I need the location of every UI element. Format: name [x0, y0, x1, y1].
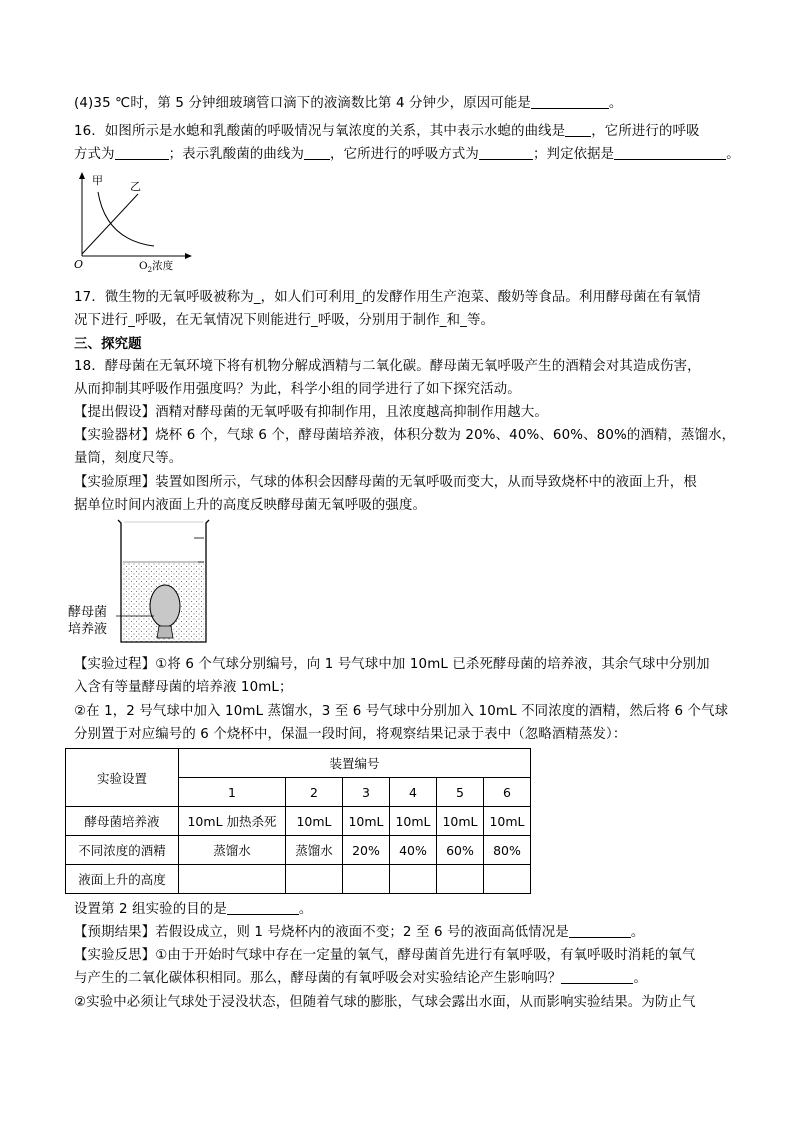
- table-cell: 蒸馏水: [179, 836, 286, 865]
- materials-line2: 量筒，刻度尺等。: [74, 451, 183, 466]
- q18-line1: 18．酵母菌在无氧环境下将有机物分解成酒精与二氧化碳。酵母菌无氧呼吸产生的酒精会对其造成伤害，: [74, 359, 701, 374]
- hypothesis: 【提出假设】酒精对酵母菌的无氧呼吸有抑制作用，且浓度越高抑制作用越大。: [74, 405, 548, 420]
- table-cell: 10mL: [390, 807, 437, 836]
- materials-line1: 【实验器材】烧杯 6 个，气球 6 个，酵母菌培养液，体积分数为 20%、40%、60%、80%的酒精，蒸馏水，: [74, 428, 736, 443]
- label-yeast: 酵母菌: [68, 605, 108, 620]
- device-number: 4: [390, 778, 437, 807]
- device-number: 5: [437, 778, 484, 807]
- row-label: 酵母菌培养液: [66, 807, 179, 836]
- purpose-line: 设置第 2 组实验的目的是 。: [74, 902, 313, 917]
- table-cell: 10mL: [343, 807, 390, 836]
- expected-line: 【预期结果】若假设成立，则 1 号烧杯内的液面不变；2 至 6 号的液面高低情况是 。: [74, 925, 645, 940]
- q17-line2: 况下进行_呼吸，在无氧情况下则能进行_呼吸，分别用于制作_和_等。: [74, 313, 495, 328]
- table-cell: 蒸馏水: [286, 836, 343, 865]
- answer-blank[interactable]: [565, 123, 591, 137]
- answer-cell[interactable]: [343, 865, 390, 894]
- answer-cell[interactable]: [437, 865, 484, 894]
- table-cell: 10mL: [437, 807, 484, 836]
- answer-blank[interactable]: [561, 970, 633, 984]
- table-row: [66, 865, 531, 894]
- answer-cell[interactable]: [179, 865, 286, 894]
- respiration-graph: [72, 170, 202, 275]
- reflection-line3: ②实验中必须让气球处于浸没状态，但随着气球的膨胀，气球会露出水面，从而影响实验结果。为防止气: [74, 995, 696, 1010]
- procedure-line1: 【实验过程】①将 6 个气球分别编号，向 1 号气球中加 10mL 已杀死酵母菌的培养液，其余气球中分别加: [74, 657, 710, 672]
- table-row: [66, 836, 531, 865]
- beaker-figure: [68, 518, 218, 646]
- answer-blank[interactable]: [304, 146, 330, 160]
- q16-line2: 方式为 ；表示乳酸菌的曲线为 ，它所进行的呼吸方式为 ；判定依据是 。: [74, 147, 740, 162]
- balloon: [150, 585, 180, 627]
- device-number: 1: [179, 778, 286, 807]
- row-label: 液面上升的高度: [66, 865, 179, 894]
- table-row: [66, 807, 531, 836]
- answer-blank[interactable]: [479, 146, 533, 160]
- x-axis-arrow: [185, 253, 192, 259]
- origin-label: O: [74, 258, 84, 271]
- reflection-line2: 与产生的二氧化碳体积相同。那么，酵母菌的有氧呼吸会对实验结论产生影响吗？ 。: [74, 971, 648, 986]
- answer-blank[interactable]: [614, 146, 726, 160]
- device-number: 6: [484, 778, 531, 807]
- q17-line1: 17．微生物的无氧呼吸被称为_，如人们可利用_的发酵作用生产泡菜、酸奶等食品。利用酵母菌在有氧情: [74, 290, 701, 305]
- table-cell: 10mL: [484, 807, 531, 836]
- row-label: 不同浓度的酒精: [66, 836, 179, 865]
- balloon-neck: [157, 626, 173, 638]
- procedure-line3: ②在 1，2 号气球中加入 10mL 蒸馏水，3 至 6 号气球中分别加入 10mL 不同浓度的酒精，然后将 6 个气球: [74, 704, 729, 719]
- table-cell: 80%: [484, 836, 531, 865]
- experiment-table: [65, 748, 531, 894]
- device-number: 3: [343, 778, 390, 807]
- answer-cell[interactable]: [286, 865, 343, 894]
- label-yi: 乙: [130, 180, 141, 193]
- principle-line1: 【实验原理】装置如图所示，气球的体积会因酵母菌的无氧呼吸而变大，从而导致烧杯中的液面上升，根: [74, 475, 697, 490]
- curve-yi: [82, 194, 138, 254]
- label-jia: 甲: [92, 174, 103, 187]
- curve-jia: [98, 192, 154, 246]
- table-cell: 40%: [390, 836, 437, 865]
- answer-blank[interactable]: [569, 924, 631, 938]
- answer-blank[interactable]: [531, 95, 609, 109]
- procedure-line4: 分别置于对应编号的 6 个烧杯中，保温一段时间，将观察结果记录于表中（忽略酒精蒸发）：: [74, 727, 627, 742]
- answer-blank[interactable]: [227, 901, 299, 915]
- table-cell: 60%: [437, 836, 484, 865]
- reflection-line1: 【实验反思】①由于开始时气球中存在一定量的氧气，酵母菌首先进行有氧呼吸，有氧呼吸时消耗的氧气: [74, 948, 696, 963]
- table-cell: 10mL 加热杀死: [179, 807, 286, 836]
- answer-cell[interactable]: [484, 865, 531, 894]
- q18-line2: 从而抑制其呼吸作用强度吗？为此，科学小组的同学进行了如下探究活动。: [74, 382, 521, 397]
- y-axis-arrow: [79, 172, 85, 179]
- section-heading: 三、探究题: [74, 337, 142, 352]
- q4-line: (4)35 ℃时，第 5 分钟细玻璃管口滴下的液滴数比第 4 分钟少，原因可能是 。: [74, 96, 623, 111]
- q16-line1: 16．如图所示是水螅和乳酸菌的呼吸情况与氧浓度的关系，其中表示水螅的曲线是 ，它所进行的呼吸: [74, 124, 700, 139]
- answer-blank[interactable]: [115, 146, 169, 160]
- procedure-line2: 入含有等量酵母菌的培养液 10mL；: [74, 680, 293, 695]
- label-culture: 培养液: [68, 622, 108, 637]
- answer-cell[interactable]: [390, 865, 437, 894]
- x-axis-label: $O_2$浓度: [139, 260, 174, 274]
- device-number: 2: [286, 778, 343, 807]
- principle-line2: 据单位时间内液面上升的高度反映酵母菌无氧呼吸的强度。: [74, 498, 427, 513]
- table-cell: 20%: [343, 836, 390, 865]
- table-cell: 10mL: [286, 807, 343, 836]
- header-setting: 实验设置: [66, 749, 179, 807]
- header-device: 装置编号: [179, 749, 531, 778]
